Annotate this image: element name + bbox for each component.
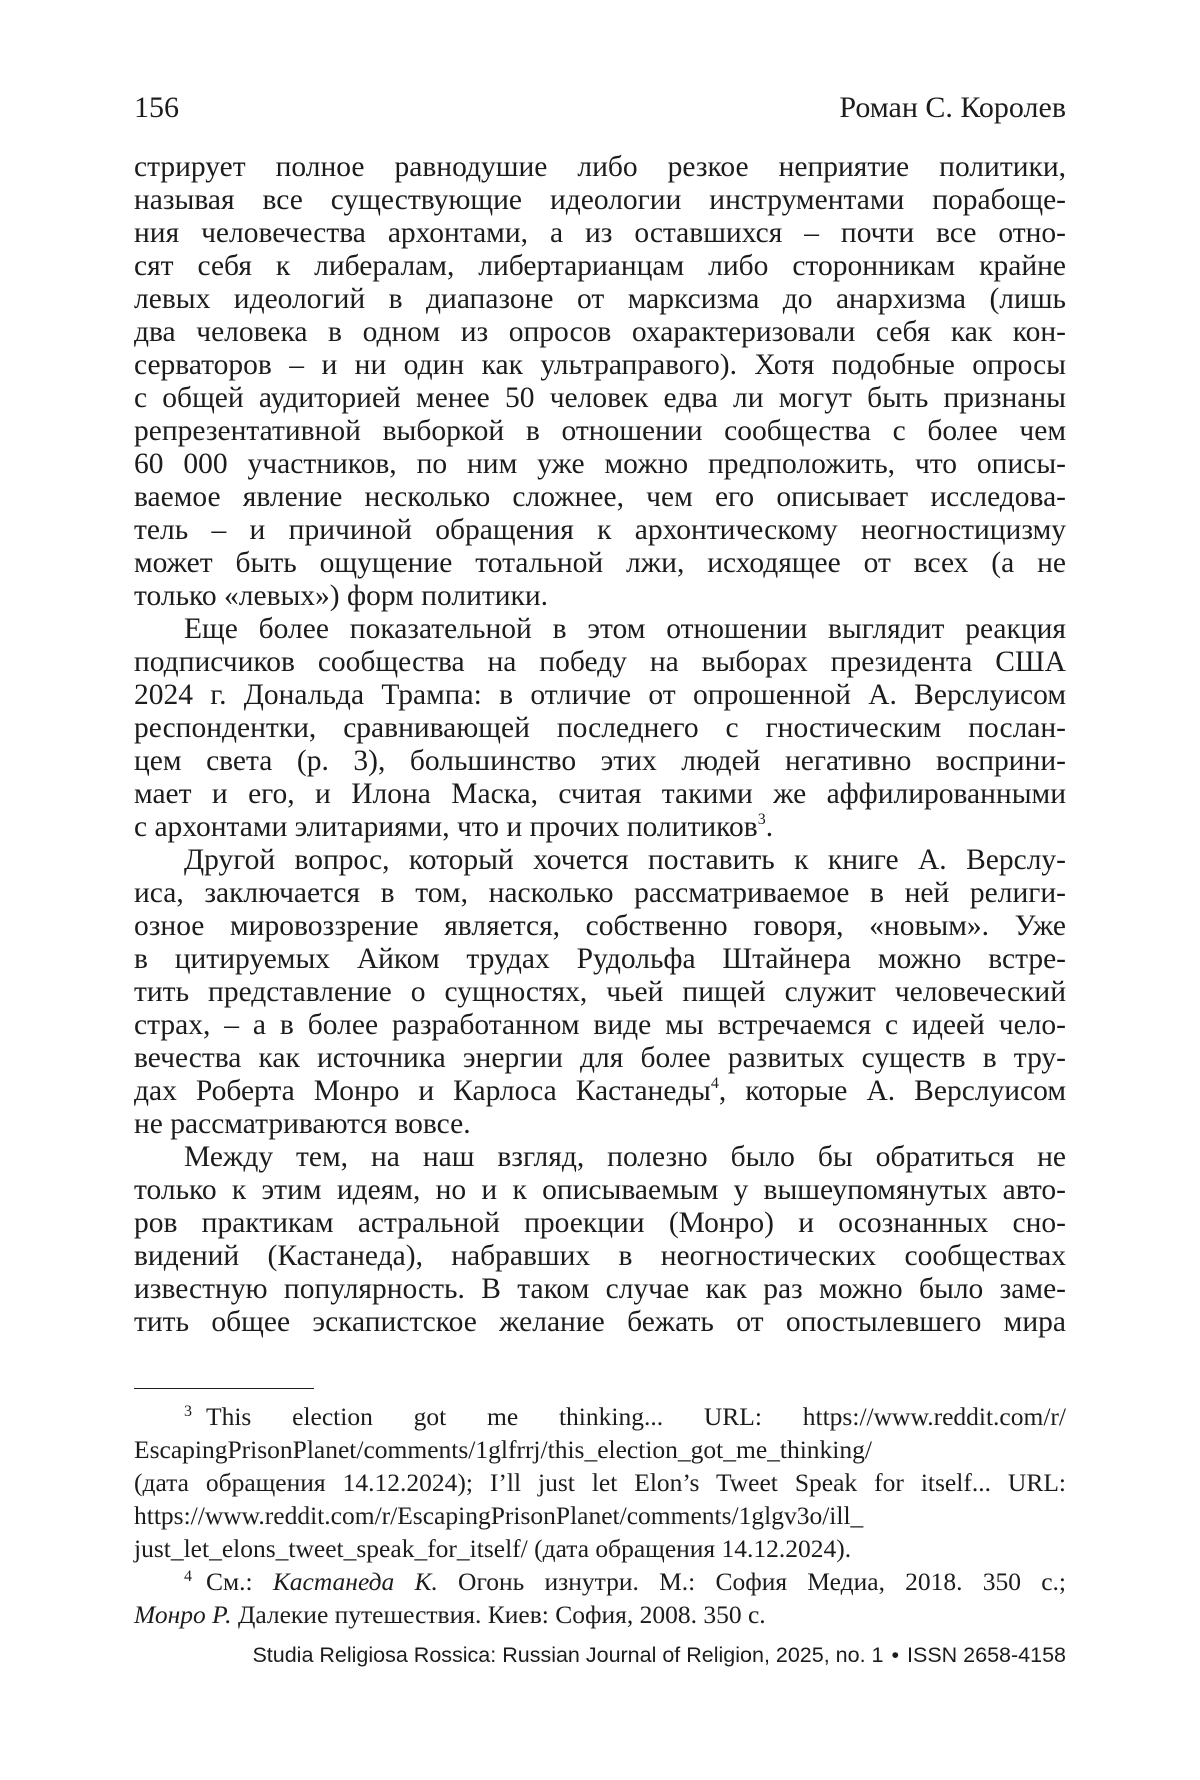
journal-issn: ISSN 2658-4158 (907, 1643, 1066, 1667)
footnote-line (134, 1565, 1066, 1598)
text-line: мает и его, и Илона Маска, считая такими же аффилированными (134, 778, 1066, 810)
text-line: называя все существующие идеологии инструментами порабоще- (134, 184, 1066, 216)
text-line: 60 000 участников, по ним уже можно предположить, что описы- (134, 448, 1066, 480)
footnote-line[interactable]: (дата обращения 14.12.2024); I’ll just let Elon’s Tweet Speak for itself... URL: (134, 1468, 1066, 1497)
text-line: иса, заключается в том, насколько рассматриваемое в ней религи- (134, 877, 1066, 909)
text-line: в цитируемых Айком трудах Рудольфа Штайнера можно встре- (134, 943, 1066, 975)
text-line: сят себя к либералам, либертарианцам либо сторонникам крайне (134, 250, 1066, 282)
text-line: репрезентативной выборкой в отношении сообщества с более чем (134, 415, 1066, 447)
text-line: подписчиков сообщества на победу на выборах президента США (134, 646, 1066, 678)
text-fragment: . (765, 811, 774, 843)
page-number: 156 (134, 91, 179, 124)
footnote-mark: 3 (184, 1403, 192, 1420)
paragraph-2 (134, 613, 1066, 844)
text-line: с общей аудиторией менее 50 человек едва ли могут быть признаны (134, 382, 1066, 414)
text-line: ния человечества архонтами, а из оставшихся – почти все отно- (134, 217, 1066, 249)
footnote-line (134, 1400, 1066, 1433)
footnote-ref-4[interactable]: 4 (710, 1075, 719, 1092)
footnote-separator (134, 1388, 314, 1389)
footnote-text: См.: (206, 1567, 273, 1596)
paragraph-3 (134, 844, 1066, 1141)
text-line: известную популярность. В таком случае как раз можно было заме- (134, 1273, 1066, 1305)
text-line: тить общее эскапистское желание бежать от опостылевшего мира (134, 1306, 1066, 1338)
journal-title: Studia Religiosa Rossica: Russian Journal of Religion, 2025, no. 1 (252, 1643, 884, 1667)
text-line: левых идеологий в диапазоне от марксизма до анархизма (лишь (134, 283, 1066, 315)
text-line: вечества как источника энергии для более развитых существ в тру- (134, 1042, 1066, 1074)
text-line: Другой вопрос, который хочется поставить к книге А. Верслу- (184, 844, 1066, 876)
cited-author: Кастанеда К. (272, 1567, 438, 1596)
text-line: страх, – а в более разработанном виде мы встречаемся с идеей чело- (134, 1009, 1066, 1041)
text-fragment: с архонтами элитариями, что и прочих политиков (134, 811, 758, 843)
footnote-line[interactable]: https://www.reddit.com/r/EscapingPrisonPlanet/comments/1glgv3o/ill_ (134, 1501, 864, 1530)
text-line: ров практикам астральной проекции (Монро) и осознанных сно- (134, 1207, 1066, 1239)
footnote-text: Далекие путешествия. Киев: София, 2008. 350 с. (231, 1600, 766, 1629)
footnote-4 (134, 1565, 1066, 1631)
text-line: тить представление о сущностях, чьей пищей служит человеческий (134, 976, 1066, 1008)
text-line: 2024 г. Дональда Трампа: в отличие от опрошенной А. Верслуисом (134, 679, 1066, 711)
footnote-line (134, 1598, 1066, 1631)
text-line: только «левых») форм политики. (134, 580, 549, 612)
text-fragment: дах Роберта Монро и Карлоса Кастанеды (134, 1075, 711, 1107)
paragraph-1 (134, 151, 1066, 613)
paragraph-4 (134, 1141, 1066, 1339)
text-line: два человека в одном из опросов охарактеризовали себя как кон- (134, 316, 1066, 348)
text-line: Между тем, на наш взгляд, полезно было бы обратиться не (184, 1141, 1066, 1173)
footnote-text: Огонь изнутри. М.: София Медиа, 2018. 350 с.; (437, 1567, 1066, 1596)
text-line: респондентки, сравнивающей последнего с гностическим послан- (134, 712, 1066, 744)
footnote-text[interactable]: This election got me thinking... URL: https://www.reddit.com/r/ (206, 1402, 1066, 1431)
running-head-author: Роман С. Королев (839, 91, 1066, 124)
journal-footer (252, 1640, 1066, 1670)
footnote-3 (134, 1400, 1066, 1565)
footnote-mark: 4 (184, 1568, 192, 1585)
text-line: не рассматриваются вовсе. (134, 1108, 471, 1140)
footnote-ref-3[interactable]: 3 (757, 811, 766, 828)
journal-page (134, 0, 1066, 1780)
text-line: может быть ощущение тотальной лжи, исходящее от всех (а не (134, 547, 1066, 579)
footnote-line[interactable]: EscapingPrisonPlanet/comments/1glfrrj/this_election_got_me_thinking/ (134, 1435, 872, 1464)
text-line: Еще более показательной в этом отношении выглядит реакция (184, 613, 1066, 645)
footnotes (134, 1400, 1066, 1631)
text-line: тель – и причиной обращения к архонтическому неогностицизму (134, 514, 1066, 546)
text-fragment: , которые А. Верслуисом (718, 1075, 1066, 1107)
text-line (134, 1075, 1066, 1108)
main-text (134, 151, 1066, 1339)
text-line: ваемое явление несколько сложнее, чем его описывает исследова- (134, 481, 1066, 513)
text-line: озное мировоззрение является, собственно говоря, «новым». Уже (134, 910, 1066, 942)
text-line: стрирует полное равнодушие либо резкое неприятие политики, (134, 151, 1066, 183)
running-head (134, 88, 1066, 128)
bullet-separator: • (891, 1643, 900, 1667)
cited-author: Монро Р. (134, 1600, 232, 1629)
text-line: только к этим идеям, но и к описываемым у вышеупомянутых авто- (134, 1174, 1066, 1206)
text-line: серваторов – и ни один как ультраправого). Хотя подобные опросы (134, 349, 1066, 381)
text-line (134, 811, 1066, 844)
footnote-line[interactable]: just_let_elons_tweet_speak_for_itself/ (дата обращения 14.12.2024). (134, 1534, 852, 1563)
text-line: видений (Кастанеда), набравших в неогностических сообществах (134, 1240, 1066, 1272)
text-line: цем света (p. 3), большинство этих людей негативно восприни- (134, 745, 1066, 777)
